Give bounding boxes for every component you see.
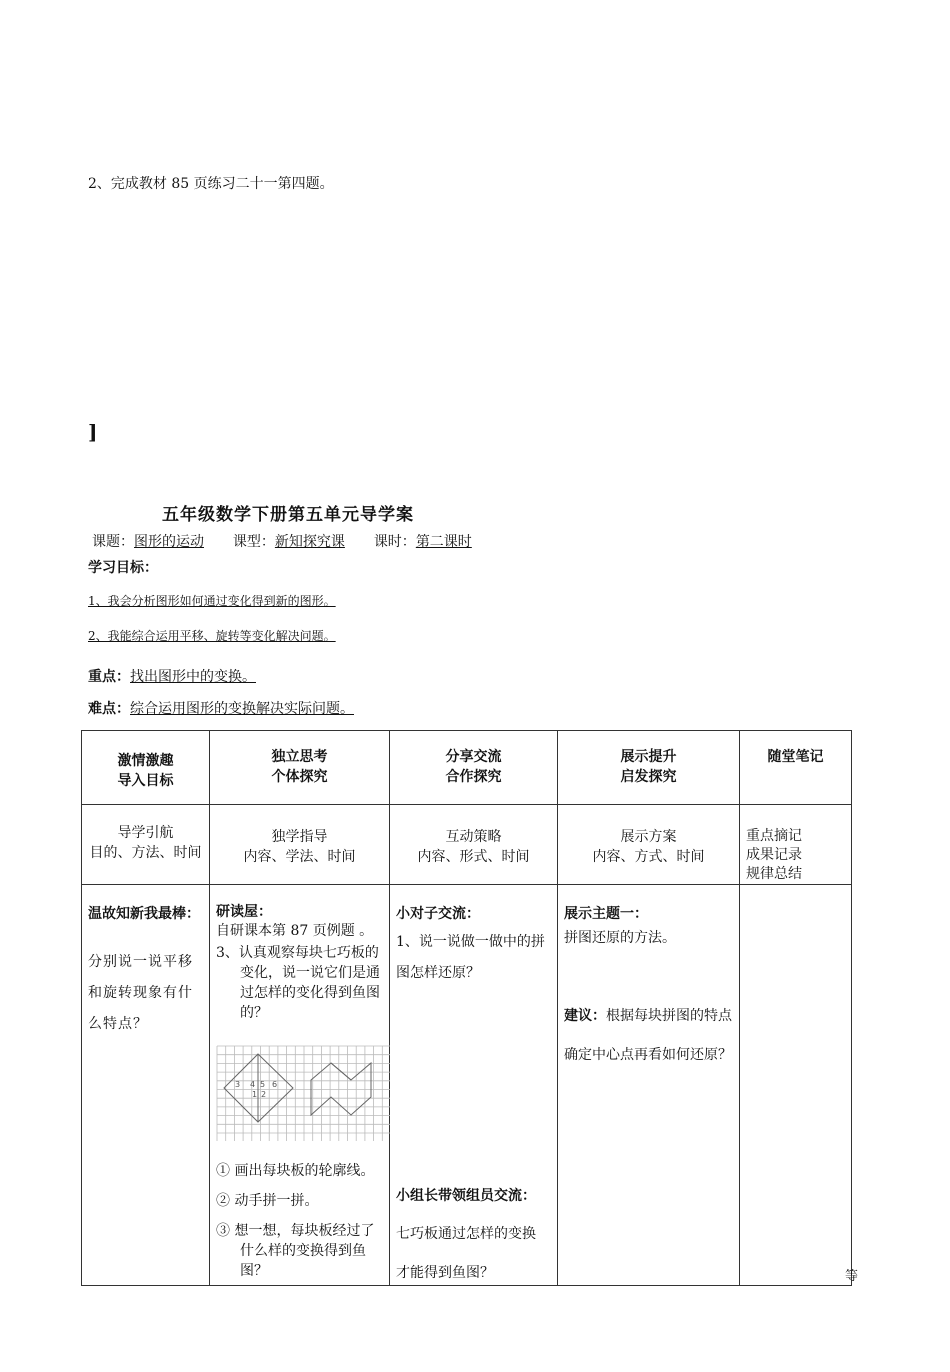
item3-text: 认真观察每块七巧板的变化，说一说它们是通过怎样的变化得到鱼图的？ — [238, 945, 380, 1021]
subheader-3-line-2: 内容、形式、时间 — [417, 849, 530, 865]
item3-number: 3、 — [216, 945, 239, 961]
subheader-cell-1 — [82, 805, 210, 885]
goal-2: 2、我能综合运用平移、旋转等变化解决问题。 — [88, 629, 336, 643]
period-label: 课时： — [373, 534, 416, 550]
step-2 — [216, 1191, 386, 1211]
subheader-4-line-2: 内容、方式、时间 — [592, 849, 705, 865]
header-cell-2 — [210, 731, 390, 805]
footer-char: 等 — [845, 1269, 859, 1284]
key-point — [88, 666, 256, 686]
subheader-cell-4 — [558, 805, 740, 885]
meta-line — [92, 531, 472, 551]
step-1-number: ① — [216, 1163, 230, 1179]
grid-label-6: 6 — [272, 1080, 278, 1089]
step-3-number: ③ — [216, 1223, 230, 1239]
header-3-line-2: 合作探究 — [445, 769, 502, 785]
step-1 — [216, 1161, 386, 1181]
suggest-label: 建议： — [564, 1008, 606, 1024]
grid-label-3: 3 — [235, 1080, 241, 1089]
difficulty-label: 难点： — [88, 701, 130, 717]
col3-heading-1: 小对子交流： — [396, 906, 480, 922]
step-3-text: 想一想，每块板经过了什么样的变换得到鱼图？ — [234, 1223, 375, 1279]
header-cell-4 — [558, 731, 740, 805]
grid-label-1: 1 — [252, 1090, 258, 1099]
bracket-mark: ] — [88, 420, 98, 444]
step-2-text: 动手拼一拼。 — [234, 1193, 319, 1209]
header-cell-1 — [82, 731, 210, 805]
subheader-5-line-3: 规律总结 — [746, 866, 802, 882]
col4-text: 拼图还原的方法。 — [564, 930, 676, 946]
step-3 — [216, 1221, 386, 1281]
header-4-line-2: 启发探究 — [620, 769, 677, 785]
header-3-line-1: 分享交流 — [445, 749, 502, 765]
subheader-3-line-1: 互动策略 — [445, 829, 502, 845]
header-cell-3 — [390, 731, 558, 805]
suggest-text: 根据每块拼图的特点确定中心点再看如何还原？ — [564, 1008, 732, 1063]
grid-label-5: 5 — [260, 1080, 266, 1089]
subheader-1-line-1: 导学引航 — [117, 825, 174, 841]
col3-text-1: 1、说一说做一做中的拼图怎样还原？ — [396, 934, 545, 981]
prev-task: 2、完成教材 85 页练习二十一第四题。 — [88, 176, 334, 192]
subheader-2-line-2: 内容、学法、时间 — [243, 849, 356, 865]
grid-label-2: 2 — [261, 1090, 267, 1099]
step-1-text: 画出每块板的轮廓线。 — [234, 1163, 375, 1179]
goal-1: 1、我会分析图形如何通过变化得到新的图形。 — [88, 594, 336, 608]
subheader-1-line-2: 目的、方法、时间 — [89, 845, 202, 861]
col2-steps — [216, 1161, 386, 1281]
subheader-4-line-1: 展示方案 — [620, 829, 677, 845]
col2-item-3 — [216, 943, 390, 1023]
key-label: 重点： — [88, 669, 130, 685]
difficulty-value: 综合运用图形的变换解决实际问题。 — [130, 701, 354, 717]
period-value: 第二课时 — [415, 534, 472, 550]
subheader-5-line-2: 成果记录 — [746, 847, 802, 863]
step-2-number: ② — [216, 1193, 230, 1209]
content-row — [82, 885, 852, 1286]
subheader-row — [82, 805, 852, 885]
header-4-line-1: 展示提升 — [620, 749, 677, 765]
header-1-line-1: 激情激趣 — [117, 753, 174, 769]
tangram-grid-figure — [216, 1045, 392, 1143]
difficulty-point — [88, 698, 354, 718]
grid-label-4: 4 — [250, 1080, 256, 1089]
type-label: 课型： — [232, 534, 275, 550]
col3-text-2: 七巧板通过怎样的变换才能得到鱼图？ — [396, 1226, 536, 1281]
subheader-2-line-1: 独学指导 — [271, 829, 328, 845]
type-value: 新知探究课 — [274, 534, 345, 550]
subheader-cell-3 — [390, 805, 558, 885]
col2-heading: 研读屋： — [216, 904, 272, 920]
topic-value: 图形的运动 — [134, 534, 204, 550]
content-cell-2 — [210, 885, 390, 1286]
topic-label: 课题： — [92, 534, 134, 550]
col2-line: 自研课本第 87 页例题 。 — [216, 923, 374, 939]
col4-suggestion — [564, 997, 733, 1075]
subheader-cell-5 — [740, 805, 852, 885]
header-cell-5 — [740, 731, 852, 805]
header-row — [82, 731, 852, 805]
header-1-line-2: 导入目标 — [117, 773, 174, 789]
subheader-5-line-1: 重点摘记 — [746, 828, 802, 844]
subheader-cell-2 — [210, 805, 390, 885]
lesson-table — [81, 730, 852, 1286]
key-value: 找出图形中的变换。 — [130, 669, 256, 685]
content-cell-5 — [740, 885, 852, 1286]
header-2-line-2: 个体探究 — [271, 769, 328, 785]
header-2-line-1: 独立思考 — [271, 749, 328, 765]
col1-heading: 温故知新我最棒： — [88, 906, 200, 922]
col1-text: 分别说一说平移和旋转现象有什么特点？ — [88, 954, 193, 1032]
page-title: 五年级数学下册第五单元导学案 — [162, 505, 414, 525]
grid-lines — [217, 1046, 390, 1141]
col3-heading-2: 小组长带领组员交流： — [396, 1188, 536, 1204]
header-5-line-1: 随堂笔记 — [767, 749, 824, 765]
content-cell-3 — [390, 885, 558, 1286]
content-cell-1 — [82, 885, 210, 1286]
content-cell-4 — [558, 885, 740, 1286]
col4-heading: 展示主题一： — [564, 906, 648, 922]
goals-label: 学习目标： — [88, 560, 158, 576]
fish-inner-line — [331, 1063, 351, 1080]
